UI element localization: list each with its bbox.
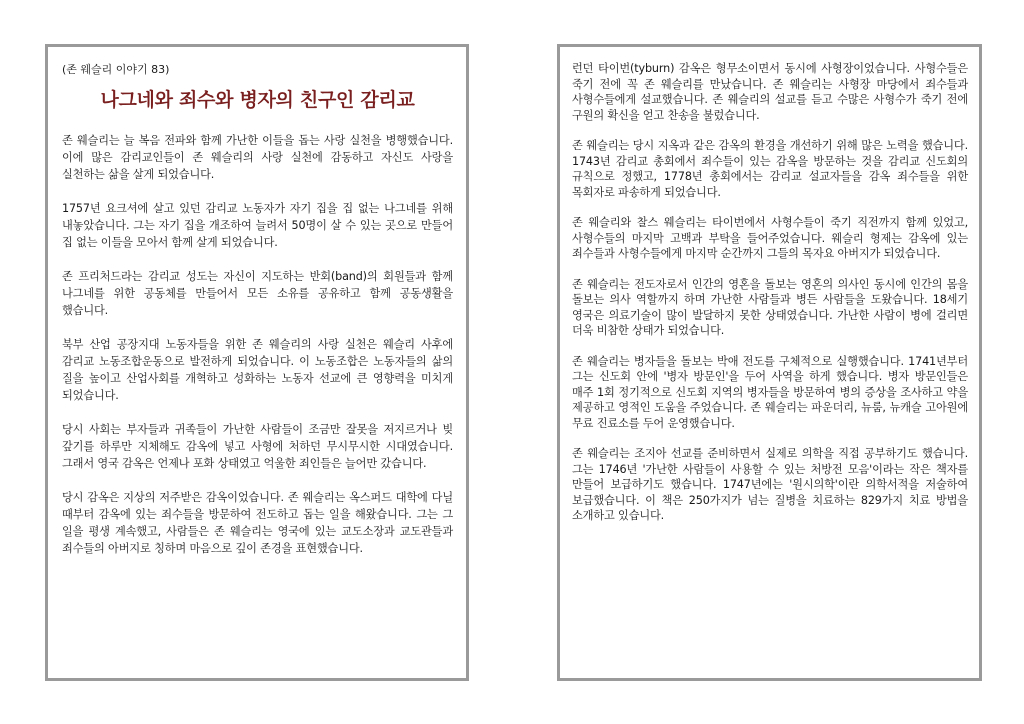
paragraph: 존 웨슬리는 당시 지옥과 같은 감옥의 환경을 개선하기 위해 많은 노력을 했습니다. 1743년 감리교 총회에서 죄수들이 있는 감옥을 방문하는 것을 감리교 신도회의 규칙으로 정했고, 1778년 총회에서는 감리교 설교자들을 감옥 죄수들을 위한 목회자로 파송하게 되었습니다. xyxy=(572,139,968,199)
paragraph: 존 프리처드라는 감리교 성도는 자신이 지도하는 반회(band)의 회원들과 함께 나그네를 위한 공동체를 만들어서 모든 소유를 공유하고 함께 공동생활을 했습니다. xyxy=(62,270,453,317)
series-label: (존 웨슬리 이야기 83) xyxy=(62,63,170,76)
paragraph: 존 웨슬리와 찰스 웨슬리는 타이번에서 사형수들이 죽기 직전까지 함께 있었고, 사형수들의 마지막 고백과 부탁을 들어주었습니다. 웨슬리 형제는 감옥에 있는 죄수들과 사형수들에게 마지막 순간까지 그들의 목자요 아버지가 되었습니다. xyxy=(572,216,968,260)
right-page xyxy=(557,44,982,681)
paragraph: 북부 산업 공장지대 노동자들을 위한 존 웨슬리의 사랑 실천은 웨슬리 사후에 감리교 노동조합운동으로 발전하게 되었습니다. 이 노동조합은 노동자들의 삶의 질을 높이고 산업사회를 개혁하고 성화하는 노동자 선교에 큰 영향력을 미치게 되었습니다. xyxy=(62,338,453,402)
page-title: 나그네와 죄수와 병자의 친구인 감리교 xyxy=(100,89,415,111)
paragraph: 존 웨슬리는 전도자로서 인간의 영혼을 돌보는 영혼의 의사인 동시에 인간의 몸을 돌보는 의사 역할까지 하며 가난한 사람들과 병든 사람들을 도왔습니다. 18세기 영국은 의료기술이 많이 발달하지 못한 상태였습니다. 가난한 사람이 병에 걸리면 더욱 비참한 상태가 되었습니다. xyxy=(572,277,968,337)
left-page xyxy=(45,44,469,681)
paragraph: 존 웨슬리는 늘 복음 전파와 함께 가난한 이들을 돕는 사랑 실천을 병행했습니다. 이에 많은 감리교인들이 존 웨슬리의 사랑 실천에 감동하고 자신도 사랑을 실천하는 삶을 살게 되었습니다. xyxy=(62,134,453,181)
paragraph: 당시 사회는 부자들과 귀족들이 가난한 사람들이 조금만 잘못을 저지르거나 빚 갚기를 하루만 지체해도 감옥에 넣고 사형에 처하던 무시무시한 시대였습니다. 그래서 영국 감옥은 언제나 포화 상태였고 억울한 죄인들은 늘어만 갔습니다. xyxy=(62,423,453,470)
paragraph: 당시 감옥은 지상의 저주받은 감옥이었습니다. 존 웨슬리는 옥스퍼드 대학에 다닐 때부터 감옥에 있는 죄수들을 방문하여 전도하고 돕는 일을 해왔습니다. 그는 그 일을 평생 계속했고, 사람들은 존 웨슬리는 영국에 있는 교도소장과 교도관들과 죄수들의 아버지로 칭하며 마음으로 깊이 존경을 표현했습니다. xyxy=(62,491,453,555)
paragraph: 존 웨슬리는 조지아 선교를 준비하면서 실제로 의학을 직접 공부하기도 했습니다. 그는 1746년 '가난한 사람들이 사용할 수 있는 처방전 모음'이라는 작은 책자를 만들어 보급하기도 했습니다. 1747년에는 '원시의학'이란 의학서적을 저술하여 보급했습니다. 이 책은 250가지가 넘는 질병을 치료하는 829가지 치료 방법을 소개하고 있습니다. xyxy=(572,447,968,522)
paragraph: 1757년 요크셔에 살고 있던 감리교 노동자가 자기 집을 집 없는 나그네를 위해 내놓았습니다. 그는 자기 집을 개조하여 늘려서 50명이 살 수 있는 곳으로 만들어 집 없는 이들을 모아서 함께 살게 되었습니다. xyxy=(62,202,453,249)
paragraph: 존 웨슬리는 병자들을 돌보는 박애 전도를 구체적으로 실행했습니다. 1741년부터 그는 신도회 안에 '병자 방문인'을 두어 사역을 하게 했습니다. 병자 방문인들은 매주 1회 정기적으로 신도회 지역의 병자들을 방문하여 병의 증상을 조사하고 약을 제공하고 영적인 도움을 주었습니다. 존 웨슬리는 파운더리, 뉴룸, 뉴캐슬 고아원에 무료 진료소를 두어 운영했습니다. xyxy=(572,354,968,430)
paragraph: 런던 타이번(tyburn) 감옥은 형무소이면서 동시에 사형장이었습니다. 사형수들은 죽기 전에 꼭 존 웨슬리를 만났습니다. 존 웨슬리는 사형장 마당에서 죄수들과 사형수들에게 설교했습니다. 존 웨슬리의 설교를 듣고 수많은 사형수가 죽기 전에 구원의 확신을 얻고 찬송을 불렀습니다. xyxy=(572,62,968,122)
